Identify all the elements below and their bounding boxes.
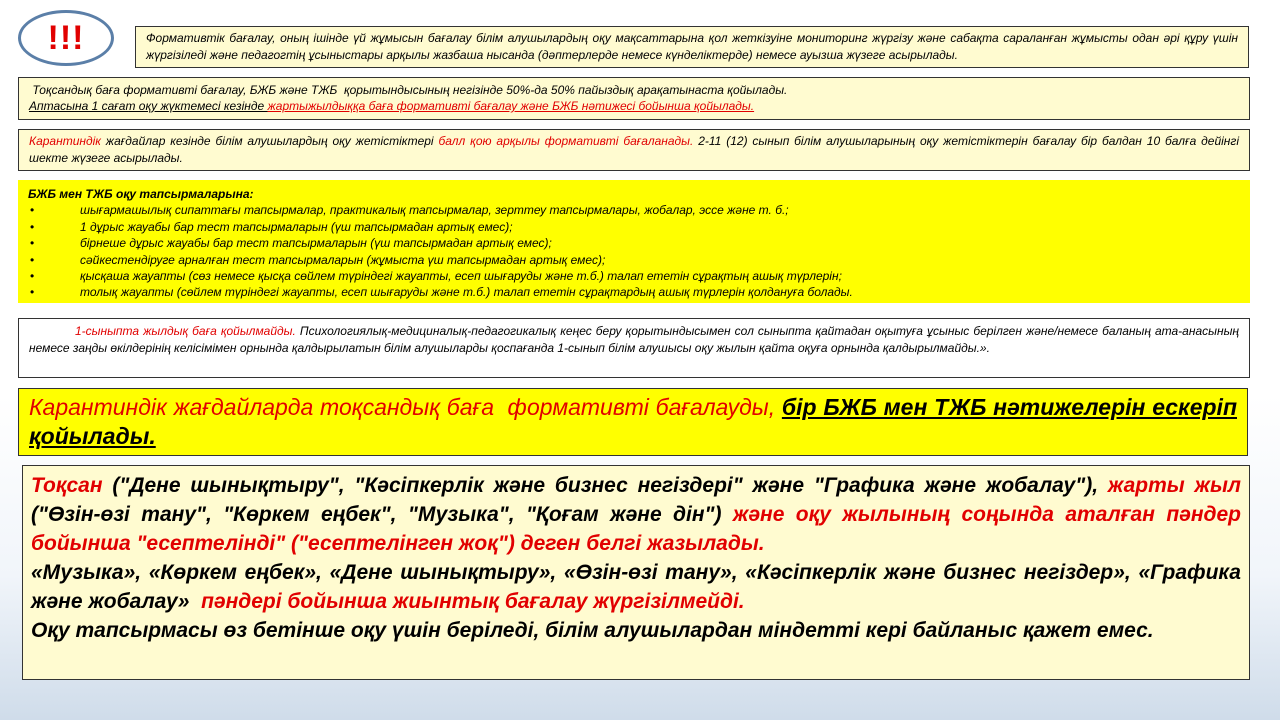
task-types-list <box>28 202 1240 300</box>
quarter-label: Тоқсан <box>31 474 103 497</box>
bullet-icon: • <box>30 285 35 300</box>
list-item <box>28 202 1240 218</box>
credited-mark-rule: және оқу жылының соңында аталған пәндер бойынша "есептелінді" ("есептелінген жоқ") деген белгі жазылады. <box>31 503 1241 555</box>
quarantine-text-2: 2-11 (12) сынып білім алушыларының оқу жетістіктерін бағалау бір балдан 10 балға дейінгі шекте жүзеге асырылады. <box>29 134 1239 165</box>
list-item-text: толық жауапты (сөйлем түріндегі жауапты, есеп шығаруды және т.б.) талап ететін сұрақтардың ашық түрлерін қолдануға болады. <box>80 285 853 300</box>
quarter-grade-note <box>18 77 1250 120</box>
half-year-grade-line <box>29 98 1239 114</box>
list-item-text: бірнеше дұрыс жауабы бар тест тапсырмаларын (үш тапсырмадан артық емес); <box>80 236 552 251</box>
list-item-text: сәйкестендіруге арналған тест тапсырмаларын (жұмыста үш тапсырмадан артық емес); <box>80 252 606 267</box>
bullet-icon: • <box>30 236 35 251</box>
first-grade-rule: 1-сыныпта жылдық баға қойылмайды. <box>75 324 296 338</box>
quarantine-scoring-note <box>18 129 1250 171</box>
list-item-text: 1 дұрыс жауабы бар тест тапсырмаларын (үш тапсырмадан артық емес); <box>80 219 513 234</box>
quarantine-quarter-grade-callout <box>18 388 1248 456</box>
bullet-icon: • <box>30 219 35 234</box>
half-year-grade-prefix: Аптасына 1 сағат оқу жүктемесі кезінде <box>29 99 268 113</box>
paragraph-credited-marks <box>31 471 1241 558</box>
list-item-text: шығармашылық сипаттағы тапсырмалар, практикалық тапсырмалар, зерттеу тапсырмалары, жобалар, эссе және т. б.; <box>80 203 789 218</box>
paragraph-self-study: Оқу тапсырмасы өз бетінше оқу үшін беріледі, білім алушылардан міндетті кері байланыс қажет емес. <box>31 619 1154 642</box>
bullet-icon: • <box>30 252 35 267</box>
half-year-label: жарты жыл <box>1107 474 1241 497</box>
quarantine-text-1: жағдайлар кезінде білім алушылардың оқу жетістіктері <box>100 134 439 148</box>
task-types-header: БЖБ мен ТЖБ оқу тапсырмаларына: <box>28 187 254 201</box>
quarter-grade-line: Тоқсандық баға формативті бағалау, БЖБ және ТЖБ қорытындысының негізінде 50%-да 50% пайыздық арақатынаста қойылады. <box>29 83 788 97</box>
callout-bold-text: бір БЖБ мен ТЖБ нәтижелерін ескеріп қойылады. <box>29 394 1237 449</box>
quarantine-scoring-rule: балл қою арқылы формативті бағаланады. <box>438 134 694 148</box>
list-item <box>28 235 1240 251</box>
first-grade-text: Психологиялық-медициналық-педагогикалық кеңес беру қорытындысымен сол сыныпта қайтадан оқытуға ұсыныс берілген және/немесе баланың ата-анасының немесе заңды өкілдерінің келісімімен орнында қалдырылатын білім алушыларды қоспағанда 1-сынып білім алушысы оқу жылын қайта оқуға орнында қалдырылмайды.». <box>29 324 1239 355</box>
badge-text: !!! <box>47 19 85 57</box>
callout-red-text: Карантиндік жағдайларда тоқсандық баға формативті бағалауды, <box>29 394 782 420</box>
list-item <box>28 284 1240 300</box>
list-item <box>28 219 1240 235</box>
quarantine-label: Карантиндік <box>29 134 101 148</box>
no-summative-subjects: «Музыка», «Көркем еңбек», «Дене шынықтыру», «Өзін-өзі тану», «Кәсіпкерлік және бизнес негіздер», «Графика және жобалау» <box>31 561 1247 613</box>
first-grade-note <box>18 318 1250 378</box>
subjects-grading-panel <box>22 465 1250 680</box>
list-item <box>28 252 1240 268</box>
half-year-subjects: ("Өзін-өзі тану", "Көркем еңбек", "Музыка", "Қоғам және дін") <box>31 503 733 526</box>
exclamation-badge <box>18 10 114 66</box>
formative-assessment-text: Формативтік бағалау, оның ішінде үй жұмысын бағалау білім алушылардың оқу мақсаттарына қол жеткізуіне мониторинг жүргізу және сабақта сараланған жұмысты одан әрі құру үшін жүргізіледі және педагогтің ұсыныстары арқылы жазбаша нысанда (дәптерлерде немесе күнделіктерде) немесе ауызша жүзеге асырылады. <box>146 31 1238 62</box>
quarter-subjects: ("Дене шынықтыру", "Кәсіпкерлік және бизнес негіздері" және "Графика және жобалау"), <box>102 474 1108 497</box>
task-types-panel <box>18 180 1250 303</box>
no-summative-rule: пәндері бойынша жиынтық бағалау жүргізілмейді. <box>201 590 745 613</box>
list-item <box>28 268 1240 284</box>
bullet-icon: • <box>30 269 35 284</box>
list-item-text: қысқаша жауапты (сөз немесе қысқа сөйлем түріндегі жауапты, есеп шығаруды және т.б.) талап ететін сұрақтың ашық түрлерін; <box>80 269 842 284</box>
paragraph-no-summative <box>31 558 1247 616</box>
half-year-grade-rule: жартыжылдыққа баға формативті бағалау және БЖБ нәтижесі бойынша қойылады. <box>267 99 755 113</box>
formative-assessment-note <box>135 26 1249 68</box>
bullet-icon: • <box>30 203 35 218</box>
